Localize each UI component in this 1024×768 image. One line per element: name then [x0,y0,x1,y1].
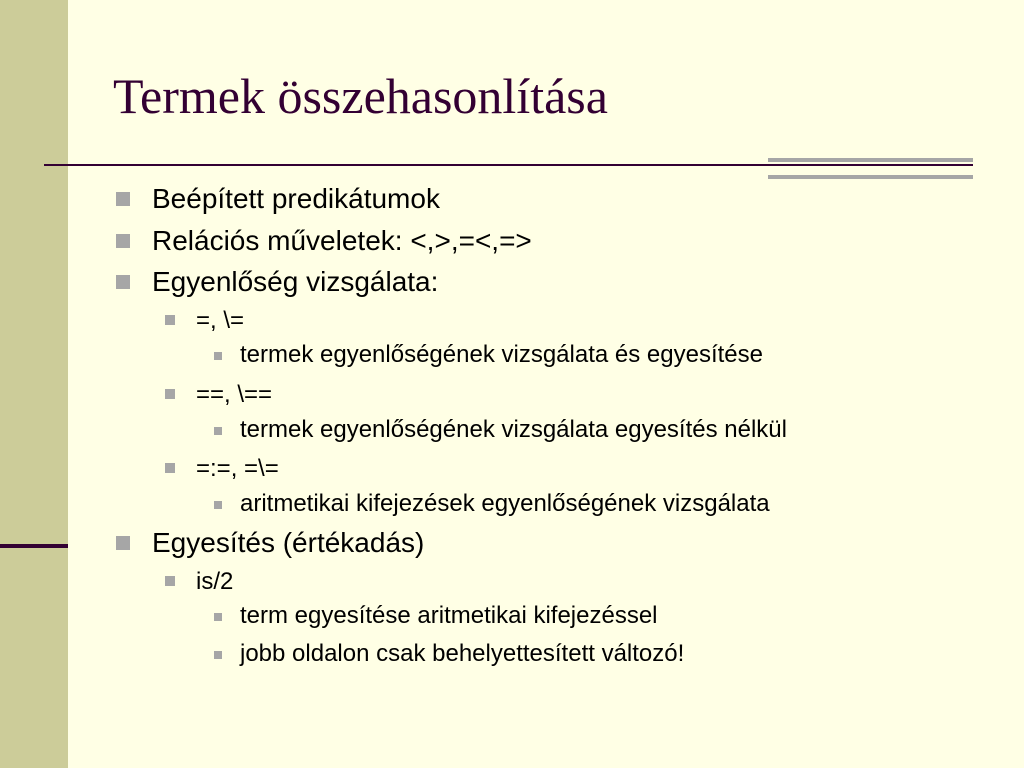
bullet-text: ==, \== [196,381,273,408]
square-bullet-icon [116,234,130,248]
bullet-text: term egyesítése aritmetikai kifejezéssel [240,602,658,629]
bullet-text: aritmetikai kifejezések egyenlőségének vizsgálata [240,490,770,517]
square-bullet-icon [165,389,175,399]
bullet-text: Egyenlőség vizsgálata: [152,266,439,297]
title-decor-bar-top [768,158,973,162]
square-bullet-icon [214,352,222,360]
bullet-text: Relációs műveletek: <,>,=<,=> [152,225,532,256]
title-decor-bar-bottom [768,175,973,179]
bullet-text: Egyesítés (értékadás) [152,527,425,558]
square-bullet-icon [116,536,130,550]
bullet-text: jobb oldalon csak behelyettesített változó! [240,640,685,667]
title-divider [44,164,973,166]
square-bullet-icon [214,651,222,659]
bullet-text: Beépített predikátumok [152,183,440,214]
side-bar-accent-line [0,544,68,548]
bullet-text: termek egyenlőségének vizsgálata és egyesítése [240,341,763,368]
bullet-text: is/2 [196,568,234,595]
square-bullet-icon [214,501,222,509]
square-bullet-icon [116,192,130,206]
square-bullet-icon [214,427,222,435]
slide-title: Termek összehasonlítása [113,68,608,124]
square-bullet-icon [214,613,222,621]
square-bullet-icon [165,576,175,586]
square-bullet-icon [165,463,175,473]
side-bar [0,0,68,768]
square-bullet-icon [165,315,175,325]
square-bullet-icon [116,275,130,289]
bullet-text: =, \= [196,307,245,334]
bullet-text: termek egyenlőségének vizsgálata egyesítés nélkül [240,416,787,443]
bullet-text: =:=, =\= [196,455,279,482]
